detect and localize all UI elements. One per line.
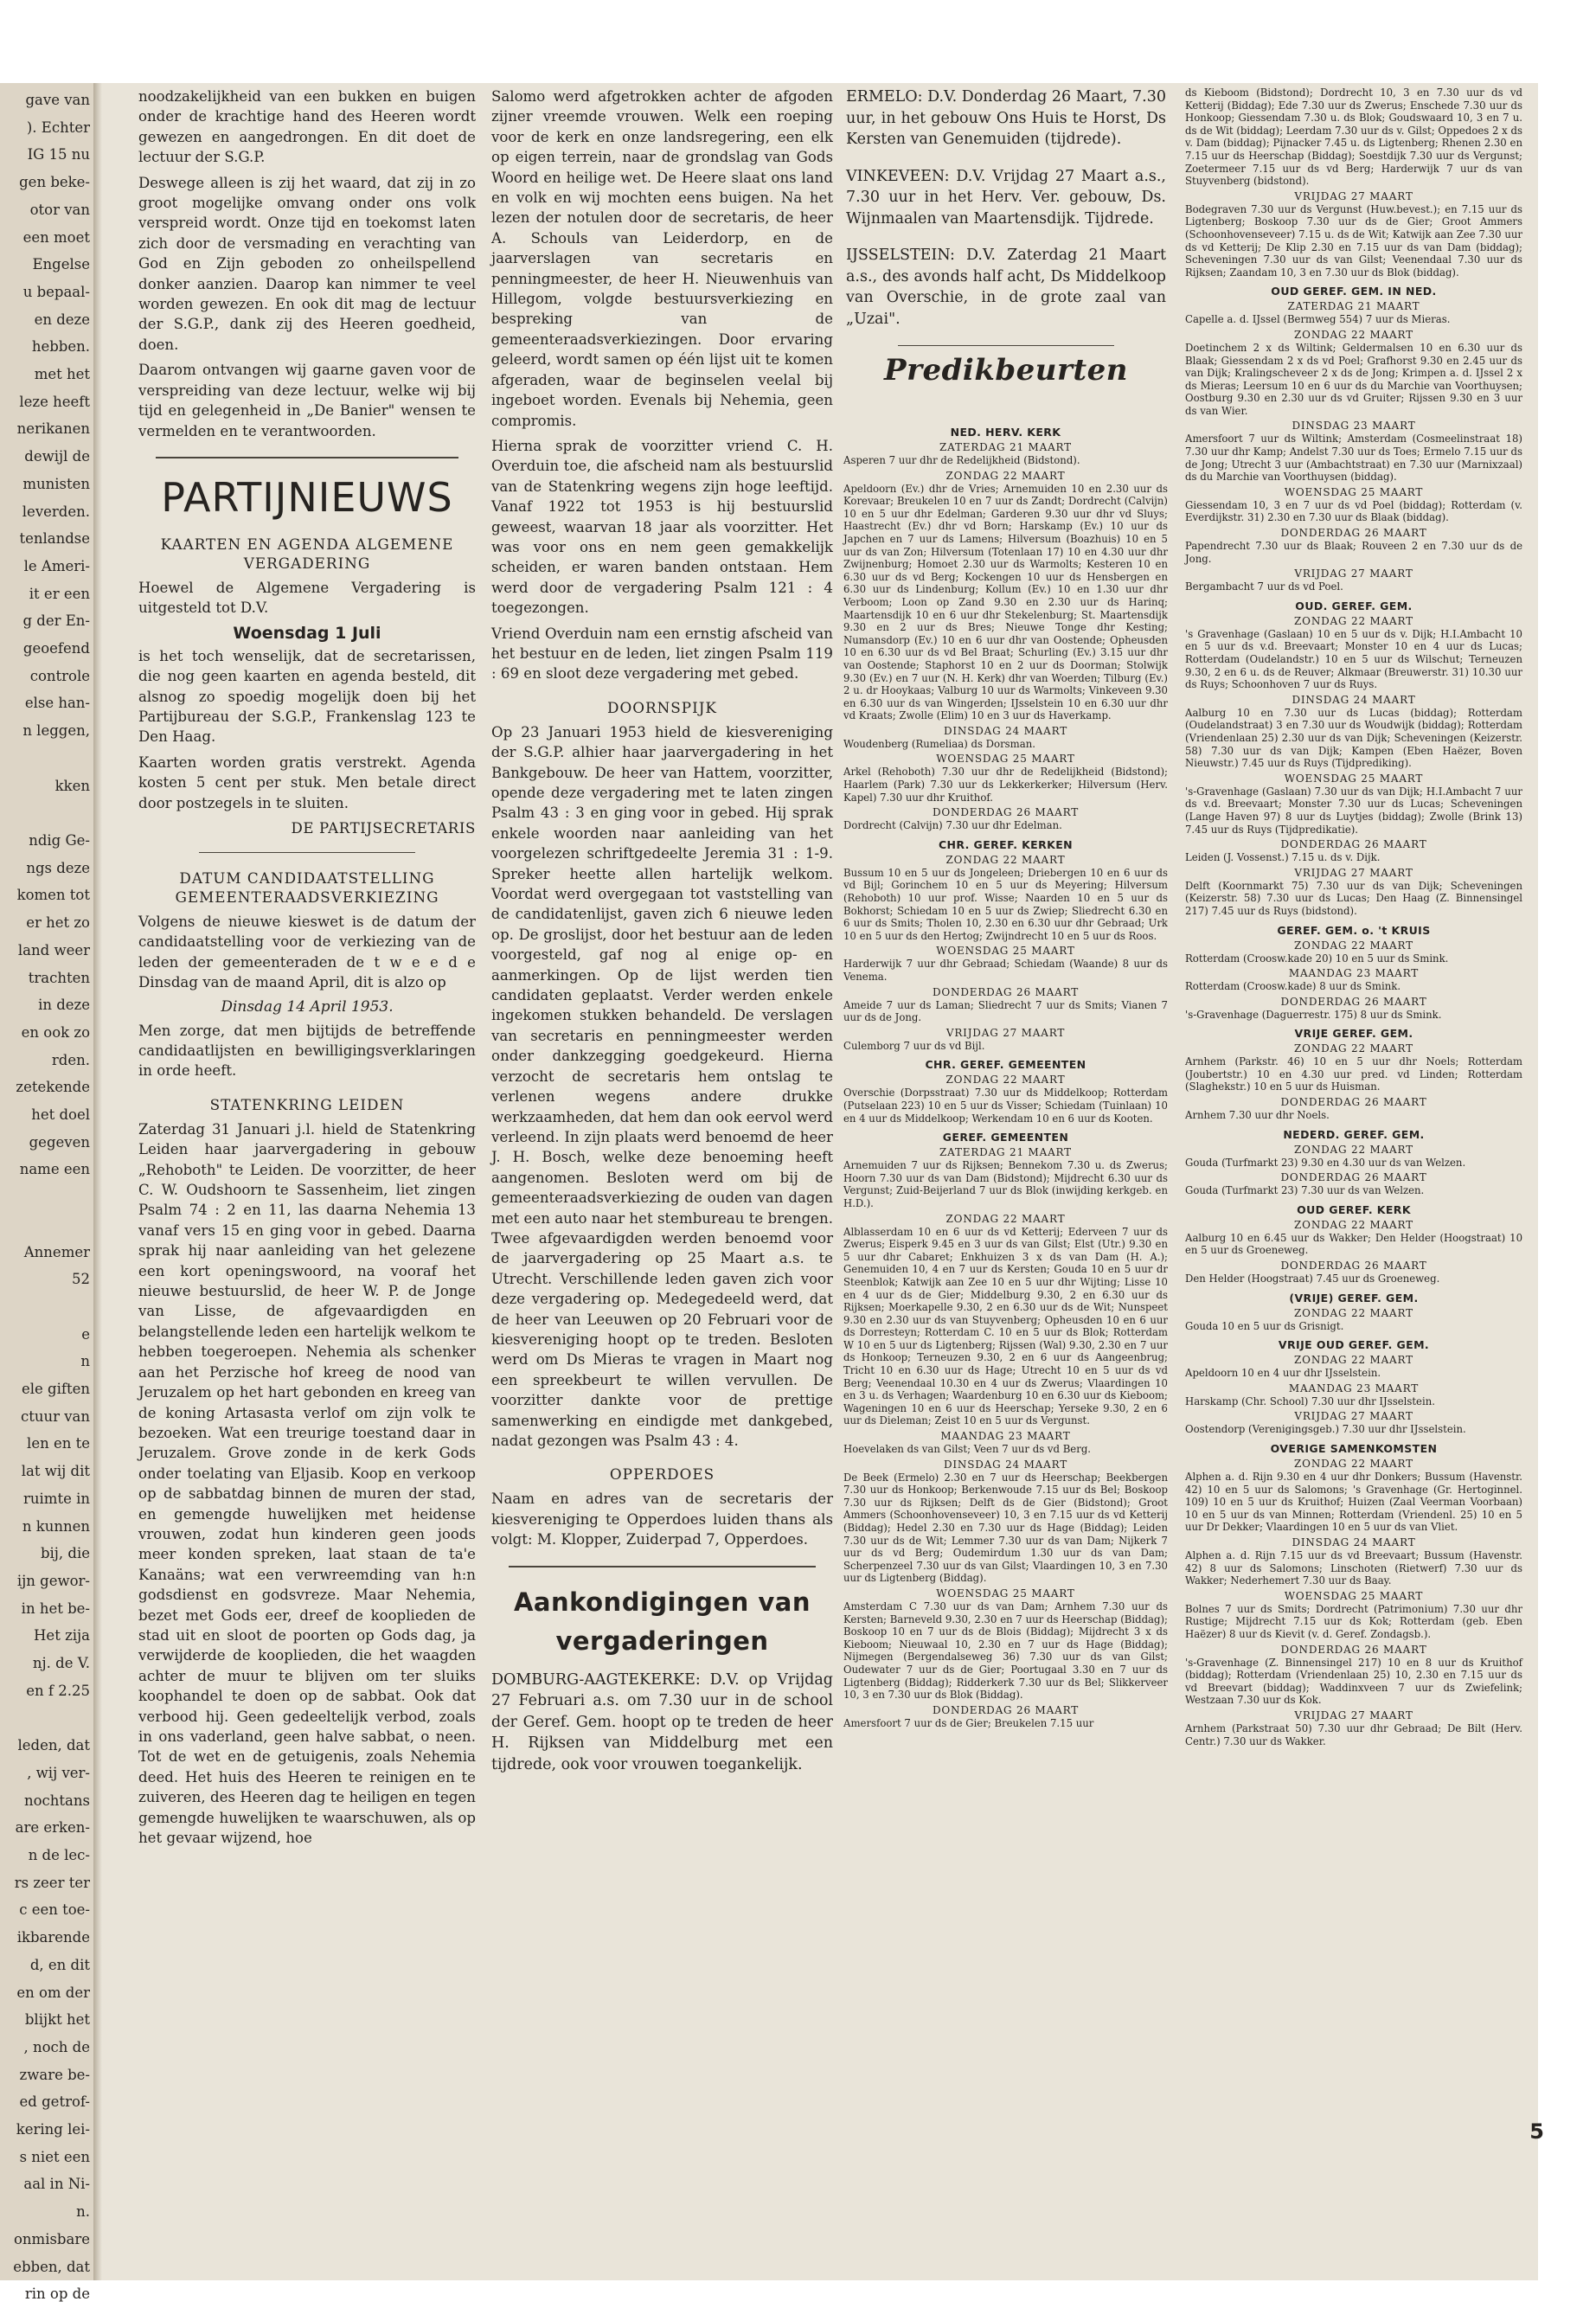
divider (199, 852, 415, 853)
edge-fragment: ). Echter (26, 119, 90, 136)
schedule-entry: Gouda 10 en 5 uur ds Grisnigt. (1185, 1319, 1344, 1332)
day-heading: DONDERDAG 26 MAART (1280, 527, 1427, 540)
edge-fragment: name een (19, 1161, 90, 1178)
schedule-entry: Giessendam 10, 3 en 7 uur ds vd Poel (biddag); Rotterdam (v. Everdijkstr. 31) 2.30 en 7.30 uur ds Blaak (biddag). (1185, 498, 1522, 524)
day-heading: DONDERDAG 26 MAART (1280, 838, 1427, 851)
edge-fragment: ed getrof- (19, 2093, 90, 2111)
church-section-heading: GEREF. GEMEENTEN (942, 1131, 1069, 1144)
doornspijk-text: Op 23 Januari 1953 hield de kiesvereniging der S.G.P. alhier haar jaarvergadering in het Bankgebouw. De heer van Hattem, voorzitter, opende deze vergadering met te laten zingen Psalm 43 : 3 en ging voor in gebed. Hij sprak enkele woorden naar aanleiding van het voorgelezen schriftgedeelte Jeremia 31 : 1-9. Spreker heette allen hartelijk welkom. Voordat werd overgegaan tot vaststelling van de candidatenlijst, gaven zich 6 nieuwe leden op. De groslijst, door het bestuur aan de leden voorgesteld, gaf nog al enige op- en aanmerkingen. Op de lijst werden tien candidaten geplaatst. Verder werden enkele ingekomen stukken behandeld. De verslagen van secretaris en penningmeester werden onder dankzegging goedgekeurd. Hierna verzocht de secretaris hem ontslag te verlenen wegens andere drukke werkzaamheden, dat hem dan ook eervol werd verleend. In zijn plaats werd benoemd de heer J. H. Bosch, welke deze benoeming heeft aangenomen. Besloten werd om bij de gemeenteraadsverkiezing de ouden van dagen met een auto naar het stembureau te brengen. Twee afgevaardigden werden benoemd voor de jaarvergadering op 25 Maart a.s. te Utrecht. Verschillende leden gaven zich voor deze vergadering op. Medegedeeld werd, dat de heer van Leeuwen op 20 Februari voor de kiesvereniging hoopt op te treden. Besloten werd om Ds Mieras te vragen in Maart nog een spreekbeurt te willen vervullen. De voorzitter dankte voor de prettige samenwerking en eindigde met dankgebed, nadat gezongen was Psalm 43 : 4. (491, 723, 833, 1449)
day-heading: WOENSDAG 25 MAART (936, 945, 1075, 958)
kaarten-text: Kaarten worden gratis verstrekt. Agenda kosten 5 cent per stuk. Men betale direct door postzegels in te sluiten. (138, 753, 476, 811)
edge-fragment: g der En- (22, 612, 90, 630)
schedule-entry: Capelle a. d. IJssel (Bermweg 554) 7 uur ds Mieras. (1185, 313, 1451, 326)
edge-fragment: IG 15 nu (27, 146, 90, 163)
kaarten-date: Woensdag 1 Juli (233, 623, 381, 643)
page-fold (93, 83, 102, 2280)
schedule-entry: Harskamp (Chr. School) 7.30 uur dhr IJsselstein. (1185, 1394, 1435, 1407)
schedule-entry: Doetinchem 2 x ds Wiltink; Geldermalsen 10 en 6.30 uur ds Blaak; Giessendam 2 x ds vd Poel; Grafhorst 9.30 en 2.45 uur ds van Dijk; Kralingscheveer 2 x ds de Jong; Krimpen a. d. IJssel 2 x ds Mieras; Leersum 10 en 6 uur ds du Marchie van Voorthuysen; Oostburg 9.30 en 2.30 uur ds vd Gruiter; Rijssen 9.30 en 3 uur ds van Wier. (1185, 341, 1522, 417)
day-heading: ZONDAG 22 MAART (1294, 939, 1413, 952)
edge-fragment: ruimte in (23, 1490, 90, 1507)
edge-fragment: d, en dit (29, 1956, 90, 1973)
edge-fragment: , wij ver- (27, 1764, 90, 1781)
datum-text: Volgens de nieuwe kieswet is de datum der candidaatstelling voor de verkiezing van de leden der gemeenteraden de t w e e d e Dinsdag van de maand April, dit is alzo op (138, 913, 476, 991)
edge-fragment (0, 799, 90, 827)
divider (509, 1566, 816, 1568)
day-heading: WOENSDAG 25 MAART (1284, 1589, 1424, 1602)
edge-fragment: controle (29, 667, 90, 684)
edge-fragment: are erken- (15, 1819, 90, 1837)
day-heading: VRIJDAG 27 MAART (1294, 866, 1413, 879)
edge-fragment: rden. (51, 1051, 90, 1068)
edge-fragment: munisten (22, 475, 90, 492)
day-heading: WOENSDAG 25 MAART (1284, 485, 1424, 498)
edge-fragment (0, 1293, 90, 1321)
edge-fragment: met het (34, 366, 90, 383)
column-3-notices (846, 87, 1166, 396)
day-heading: ZONDAG 22 MAART (945, 469, 1066, 482)
left-page-fragments (0, 87, 90, 2303)
edge-fragment: hebben. (31, 338, 90, 356)
schedule-entry: Bolnes 7 uur ds Smits; Dordrecht (Patrimonium) 7.30 uur dhr Rustige; Mijdrecht 7.15 uur ds Kok; Rotterdam (geb. Eben Haëzer) 8 uur ds Kievit (v. d. Geref. Zondagsb.). (1185, 1602, 1522, 1640)
notice-item: IJSSELSTEIN: D.V. Zaterdag 21 Maart a.s., des avonds half acht, Ds Middelkoop van Overschie, in de grote zaal van „Uzai". (846, 247, 1166, 328)
edge-fragment: ngs deze (26, 859, 90, 876)
edge-fragment: ctuur van (20, 1407, 90, 1425)
schedule-entry: Bussum 10 en 5 uur ds Jongeleen; Driebergen 10 en 6 uur ds vd Bijl; Gorinchem 10 en 5 uur ds Meyering; Hilversum (Rehoboth) 10 uur prof. Wisse; Naarden 10 en 5 uur ds Bokhorst; Schiedam 10 en 5 uur ds Zwiep; Sliedrecht 6.30 en 6 uur ds Smits; Tholen 10, 2.30 en 6.30 uur dhr Gebraad; Urk 10 en 5 uur ds den Hertog; Zwijndrecht 10 en 5 uur ds Roos. (843, 866, 1168, 942)
edge-fragment: s niet een (19, 2148, 90, 2165)
edge-fragment: en deze (34, 311, 90, 328)
column-1 (138, 87, 476, 1853)
day-heading: DINSDAG 24 MAART (1292, 693, 1416, 706)
day-heading: ZONDAG 22 MAART (945, 1212, 1066, 1225)
day-heading: DONDERDAG 26 MAART (933, 985, 1079, 998)
edge-fragment: aal in Ni- (23, 2176, 90, 2193)
church-section-heading: VRIJE OUD GEREF. GEM. (1278, 1338, 1430, 1352)
edge-fragment: een moet (22, 228, 90, 246)
schedule-entry: Aalburg 10 en 7.30 uur ds Lucas (biddag); Rotterdam (Oudelandstraat) 3 en 7.30 uur ds Woudwijk (biddag); Rotterdam (Vriendenlaan 25) 2.30 uur ds van Dijk; Scheveningen (Keizerstr. 58) 7.30 uur ds van Dijk; Kampen (Eben Haëzer, Boven Nieuwstr.) 7.45 uur ds Ruys (Tijdprediking). (1185, 706, 1522, 770)
schedule-entry: Den Helder (Hoogstraat) 7.45 uur ds Groeneweg. (1185, 1273, 1440, 1285)
edge-fragment: en ook zo (21, 1023, 90, 1041)
day-heading: ZONDAG 22 MAART (945, 853, 1066, 866)
edge-fragment: in het be- (21, 1600, 90, 1617)
schedule-entry: Bodegraven 7.30 uur ds Vergunst (Huw.bevest.); en 7.15 uur ds Ligtenberg; Boskoop 7.30 uur ds de Gier; Groot Ammers (Schoonhovenseveer) 7.15 u. ds de Wit; Katwijk aan Zee 7.30 uur ds vd Ketterij; De Klip 2.30 en 7.15 uur ds van Dam (biddag); Scheveningen 7.30 uur ds van Gilst; Veenendaal 7.30 uur ds Rijksen; Zaandam 10, 3 en 7.30 uur ds Blok (biddag). (1185, 202, 1522, 279)
church-section-heading: NEDERD. GEREF. GEM. (1283, 1127, 1425, 1141)
aankondigingen-title: Aankondigingen van vergaderingen (513, 1587, 811, 1656)
edge-fragment: ele giften (21, 1381, 90, 1398)
schedule-entry: 's Gravenhage (Gaslaan) 10 en 5 uur ds v. Dijk; H.I.Ambacht 10 en 5 uur ds v.d. Breevaart; Monster 10 en 4 uur ds Lucas; Rotterdam (Oudelandstr.) 10 en 5 uur ds Wilschut; Terneuzen 9.30, 2 en 6 u. ds de Reuver; Alkmaar (Breuwerstr. 31) 10.30 uur ds Ruys; Schoonhoven 7 uur ds Ruys. (1185, 627, 1522, 691)
day-heading: ZATERDAG 21 MAART (939, 1146, 1072, 1159)
leiden-text-cont: Vriend Overduin nam een ernstig afscheid van het bestuur en de leden, liet zingen Psalm 119 : 69 en sloot deze vergadering met gebed. (491, 625, 833, 683)
day-heading: DONDERDAG 26 MAART (1280, 1260, 1427, 1273)
edge-fragment: otor van (29, 201, 90, 218)
schedule-entry: Amersfoort 7 uur ds Wiltink; Amsterdam (Cosmeelinstraat 18) 7.30 uur dhr Kamp; Andelst 7.30 uur ds Toes; Ermelo 7.15 uur ds de Jong; Utrecht 3 uur (Ambachtstraat) en 7.30 uur (Marnixzaal) ds du Marchie van Voorthuysen (biddag). (1185, 433, 1522, 484)
day-heading: DINSDAG 23 MAART (1292, 420, 1416, 433)
day-heading: VRIJDAG 27 MAART (1294, 567, 1413, 580)
edge-fragment: it er een (29, 585, 90, 602)
edge-fragment: dewijl de (24, 448, 90, 465)
schedule-entry: Oostendorp (Verenigingsgeb.) 7.30 uur dhr IJsselstein. (1185, 1423, 1466, 1436)
edge-fragment: nerikanen (16, 420, 90, 438)
day-heading: WOENSDAG 25 MAART (1284, 772, 1424, 785)
kaarten-heading: KAARTEN EN AGENDA ALGEMENE VERGADERING (160, 535, 454, 572)
column-5-schedule (1185, 87, 1522, 2189)
day-heading: ZONDAG 22 MAART (1294, 1458, 1413, 1470)
schedule-entry: Hoevelaken ds van Gilst; Veen 7 uur ds vd Berg. (843, 1443, 1092, 1456)
church-section-heading: OUD GEREF. GEM. IN NED. (1271, 285, 1437, 298)
edge-fragment: ijn gewor- (16, 1572, 90, 1589)
intro-paragraph: Deswege alleen is zij het waard, dat zij in zo groot mogelijke omvang onder ons volk verspreid wordt. Onze tijd en toekomst laten zich door de versmading en verachting van God en Zijn geboden zo onheilspellend donker aanzien. Daarop kan nimmer te veel worden gewezen. En ook dit mag de lectuur der S.G.P., dank zij des Heeren goedheid, doen. (138, 174, 476, 353)
day-heading: ZONDAG 22 MAART (1294, 328, 1413, 341)
day-heading: ZONDAG 22 MAART (945, 1074, 1066, 1087)
church-section-heading: CHR. GEREF. KERKEN (938, 837, 1074, 851)
schedule-entry: Amersfoort 7 uur ds de Gier; Breukelen 7.15 uur (843, 1716, 1094, 1729)
opperdoes-heading: OPPERDOES (609, 1465, 715, 1484)
church-section-heading: NED. HERV. KERK (950, 426, 1061, 439)
doornspijk-heading: DOORNSPIJK (607, 698, 717, 716)
schedule-entry: Arnemuiden 7 uur ds Rijksen; Bennekom 7.30 u. ds Zwerus; Hoorn 7.30 uur ds van Dam (Bidstond); Mijdrecht 6.30 uur ds Vergunst; Zuid-Beijerland 7 uur ds Blok (inwijding kerkgeb. en H.D.). (843, 1159, 1168, 1209)
day-heading: ZATERDAG 21 MAART (939, 441, 1072, 453)
edge-fragment: Engelse (32, 256, 90, 273)
schedule-entry: ds Kieboom (Bidstond); Dordrecht 10, 3 en 7.30 uur ds vd Ketterij (Biddag); Ede 7.30 uur ds Zwerus; Enschede 7.30 uur ds Honkoop; Giessendam 7.30 u. ds Blok; Goudswaard 10, 3 en 7 u. ds de Wit (biddag); Leerdam 7.30 uur ds v. Gilst; Oppedoes 2 x ds v. Dam (biddag); Pijnacker 7.45 u. ds Ligtenberg; Rhenen 2.30 en 7.15 uur ds Heerschap (Biddag); Soestdijk 7.30 uur ds Vergunst; Zoetermeer 7.15 uur ds vd Berg; Harderwijk 7 uur ds van Stuyvenberg (bidstond). (1185, 87, 1522, 188)
day-heading: ZONDAG 22 MAART (1294, 1306, 1413, 1319)
day-heading: ZONDAG 22 MAART (1294, 1042, 1413, 1055)
edge-fragment: kken (54, 777, 90, 794)
intro-paragraph: Daarom ontvangen wij gaarne gaven voor de verspreiding van deze lectuur, welke wij bij tijd en gelegenheid in „De Banier" wensen te vermelden en te verantwoorden. (138, 362, 476, 439)
schedule-entry: Apeldoorn (Ev.) dhr de Vries; Arnemuiden 10 en 2.30 uur ds Korevaar; Breukelen 10 en 7 uur ds Zandt; Dordrecht (Calvijn) 10 en 5 uur dhr Edelman; Garderen 9.30 uur dhr vd Sluys; Haastrecht (Ev.) dhr vd Born; Harskamp (Ev.) 10 uur ds Japchen en 7 uur ds Lamens; Hilversum (Boazhuis) 10 en 5 uur ds van Zon; Hilversum (Totenlaan 17) 10 en 4.30 uur dhr Zwijnenburg; Homoet 2.30 uur ds Warmolts; Kesteren 10 en 6.30 uur ds vd Berg; Kockengen 10 uur ds Hensbergen en 6.30 uur ds Lindenburg; Kollum (Ev.) 10 en 1.30 uur dhr Verboom; Loon op Zand 9.30 en 2.30 uur ds Harinq; Maartensdijk 10 en 6 uur dhr Stekelenburg; St. Maartensdijk 9.30 en 2 uur ds Bres; Nieuwe Tonge dhr Kesting; Numansdorp (Ev.) 10 en 6 uur dhr van Oostende; Opheusden 10 en 6.30 uur ds vd Bel Braat; Schurling (Ev.) 3.15 uur dhr van Oostende; Staphorst 10 en 2 uur ds Doorman; Stolwijk 9.30 (Ev.) en 7 uur (N. H. Kerk) dhr van Woerden; Tilburg (Ev.) 2 u. dr Hooykaas; Valburg 10 uur ds Warmolts; Vinkeveen 9.30 en 6.30 uur ds van Wingerden; IJsselstein 10 en 6.30 uur dhr vd Kraats; Zwolle (Elim) 10 en 3 uur ds Haverkamp. (843, 482, 1168, 722)
edge-fragment: n kunnen (22, 1517, 90, 1535)
schedule-entry: Ameide 7 uur ds Laman; Sliedrecht 7 uur ds Smits; Vianen 7 uur ds de Jong. (843, 998, 1168, 1024)
edge-fragment: land weer (17, 941, 90, 958)
day-heading: DINSDAG 24 MAART (943, 1458, 1068, 1471)
notice-item: VINKEVEEN: D.V. Vrijdag 27 Maart a.s., 7.30 uur in het Herv. Ver. gebouw, Ds. Wijnmaalen van Maartensdijk. Tijdrede. (846, 167, 1166, 228)
leiden-text: Zaterdag 31 Januari j.l. hield de Statenkring Leiden haar jaarvergadering in gebouw „Rehoboth" te Leiden. De voorzitter, de heer C. W. Oudshoorn te Sassenheim, liet zingen Psalm 74 : 2 en 11, las daarna Nehemia 13 vanaf vers 15 en ging voor in gebed. Daarna sprak hij naar aanleiding van het gelezene een kort openingswoord, na vooraf het nieuwe bestuurslid, de heer W. P. de Jonge van Lisse, de afgevaardigden en belangstellende leden een hartelijk welkom te hebben toegeroepen. Nehemia als schenker aan het Perzische hof kreeg de nood van Jeruzalem op het hart gebonden en kreeg van de koning Artasasta verlof om zijn volk te bezoeken. Wat een treurige toestand daar in Jeruzalem. Grove zonde in de kerk Gods onder toelating van Eljasib. Koop en verkoop op de sabbatdag binnen de muren der stad, en gemengde huwelijken met heidense vrouwen, zodat hun kinderen geen joods meer konden spreken, laat staan de ta'e Kanaäns; wat een verwreemding van h:n godsdienst en godsvreze. Maar Nehemia, bezet met Gods eer, dreef de kooplieden de stad uit en sloot de poorten op Gods dag, ja verwijderde de kooplieden, die het waagden achter de muur te blijven om ter sluiks koophandel te doen op de sabbat. Ook dat verbood hij. Geen gedeeltelijk verbod, zoals in ons vaderland, geen halve sabbat, o neen. Tot de wet en de getuigenis, zoals Nehemia deed. Het huis des Heeren te reinigen en te zuiveren, des Heeren dag te heiligen en tegen gemengde huwelijken te waarschuwen, als op het gevaar wijzend, hoe (138, 1120, 476, 1847)
edge-fragment: n leggen, (22, 722, 90, 740)
edge-fragment: c een toe- (19, 1901, 90, 1919)
day-heading: MAANDAG 23 MAART (940, 1430, 1071, 1443)
church-section-heading: OVERIGE SAMENKOMSTEN (1270, 1442, 1438, 1455)
schedule-entry: Gouda (Turfmarkt 23) 9.30 en 4.30 uur ds van Welzen. (1185, 1156, 1466, 1169)
schedule-entry: Overschie (Dorpsstraat) 7.30 uur ds Middelkoop; Rotterdam (Putselaan 223) 10 en 5 uur ds Visser; Schiedam (Tuinlaan) 10 en 4 uur ds Middelkoop; Werkendam 10 en 6 uur ds Kooten. (843, 1087, 1168, 1125)
schedule-entry: Woudenberg (Rumeliaa) ds Dorsman. (843, 737, 1035, 750)
edge-fragment: rin op de (24, 2286, 90, 2303)
intro-paragraph: noodzakelijkheid van een bukken en buigen onder de krachtige hand des Heeren wordt gewezen en aangedrongen. En dit doet de lectuur der S.G.P. (138, 88, 476, 166)
edge-fragment: gen beke- (19, 174, 90, 191)
kaarten-text: Hoewel de Algemene Vergadering is uitgesteld tot D.V. (138, 579, 476, 617)
edge-fragment (0, 1211, 90, 1239)
edge-fragment: n de lec- (28, 1847, 90, 1863)
schedule-entry: Alphen a. d. Rijn 9.30 en 4 uur dhr Donkers; Bussum (Havenstr. 42) 10 en 5 uur ds Salomons; 's Gravenhage (Gr. Hertoginnel. 109) 10 en 5 uur ds Kruithof; Huizen (Zaal Veerman Voorbaan) 10 en 5 uur ds van Minnen; Rotterdam (Vriendenl. 25) 10 en 5 uur Dr Dekker; Vlaardingen 10 en 5 uur ds van Vliet. (1185, 1471, 1522, 1534)
datum-heading: DATUM CANDIDAATSTELLING GEMEENTERAADSVERKIEZING (175, 869, 439, 906)
edge-fragment: komen tot (16, 887, 90, 904)
church-section-heading: (VRIJE) GEREF. GEM. (1289, 1291, 1419, 1305)
schedule-entry: Arnhem 7.30 uur dhr Noels. (1185, 1109, 1330, 1122)
schedule-entry: Gouda (Turfmarkt 23) 7.30 uur ds van Welzen. (1185, 1184, 1425, 1197)
church-section-heading: CHR. GEREF. GEMEENTEN (925, 1058, 1086, 1072)
day-heading: ZATERDAG 21 MAART (1287, 300, 1420, 313)
day-heading: DONDERDAG 26 MAART (1280, 1643, 1427, 1656)
edge-fragment: en om der (16, 1984, 90, 2001)
schedule-entry: Papendrecht 7.30 uur ds Blaak; Rouveen 2 en 7.30 uur ds de Jong. (1185, 540, 1522, 565)
notice-domburg: DOMBURG-AAGTEKERKE: D.V. op Vrijdag 27 Februari a.s. om 7.30 uur in de school der Geref. Gem. hoopt op te treden de heer H. Rijksen van Middelburg met een tijdrede, ook voor vrouwen toegankelijk. (491, 1670, 833, 1773)
schedule-entry: Leiden (J. Vossenst.) 7.15 u. ds v. Dijk. (1185, 851, 1381, 864)
schedule-entry: Harderwijk 7 uur dhr Gebraad; Schiedam (Waande) 8 uur ds Venema. (843, 958, 1168, 983)
schedule-entry: Alblasserdam 10 en 6 uur ds vd Ketterij; Ederveen 7 uur ds Zwerus; Eisperk 9.45 en 3 uur ds van Gilst; Elst (Utr.) 9.30 en 5 uur dhr Cabaret; Enkhuizen 3 x ds van Dam (H. A.); Genemuiden 10, 4 en 7 uur ds Kersten; Gouda 10 en 5 uur dr Steenblok; Katwijk aan Zee 10 en 5 uur dhr Wijting; Lisse 10 en 4 uur ds de Gier; Middelburg 9.30, 2 en 6.30 uur ds Rijksen; Moerkapelle 9.30, 2 en 6.30 uur ds de Wit; Nunspeet 9.30 en 2.30 uur ds van Stuyvenberg; Opheusden 10 en 6 uur ds Dorresteyn; Rotterdam C. 10 en 5 uur ds Blok; Rotterdam W 10 en 5 uur ds Ligtenberg; Rijssen (Wal) 9.30, 2.30 en 7 uur ds Honkoop; Terneuzen 9.30, 2 en 6 uur ds Aangeenbrug; Tricht 10 en 6.30 uur ds Hage; Utrecht 10 en 5 uur ds vd Berg; Veenendaal 10.30 en 4 uur ds Zwerus; Vlaardingen 10 en 3 u. ds Verhagen; Waardenburg 10 en 6.30 uur ds Kieboom; Wageningen 10 en 6 uur ds Heerschap; Yerseke 9.30, 2 en 6 uur ds Dieleman; Zeist 10 en 5 uur ds Vergunst. (843, 1225, 1168, 1427)
edge-fragment (0, 1704, 90, 1732)
day-heading: MAANDAG 23 MAART (1288, 967, 1420, 980)
schedule-entry: Rotterdam (Croosw.kade) 8 uur ds Smink. (1185, 980, 1401, 993)
day-heading: DINSDAG 24 MAART (1292, 1535, 1416, 1548)
signature: DE PARTIJSECRETARIS (291, 819, 476, 837)
edge-fragment: in deze (38, 997, 90, 1014)
edge-fragment: leden, dat (17, 1737, 90, 1754)
edge-fragment: er het zo (26, 914, 90, 932)
column-4-schedule (843, 420, 1168, 2184)
section-title-partijnieuws: PARTIJNIEUWS (161, 473, 453, 521)
schedule-entry: Arnhem (Parkstr. 46) 10 en 5 uur dhr Noels; Rotterdam (Joubertstr.) 10 en 4.30 uur pred. vd Linden; Rotterdam (Slaghekstr.) 10 en 5 uur ds Huisman. (1185, 1055, 1522, 1093)
edge-fragment: rs zeer ter (14, 1874, 90, 1891)
schedule-entry: Asperen 7 uur dhr de Redelijkheid (Bidstond). (843, 454, 1080, 466)
schedule-entry: Apeldoorn 10 en 4 uur dhr IJsselstein. (1185, 1367, 1381, 1380)
page-number: 5 (1529, 2119, 1544, 2144)
edge-fragment: zware be- (19, 2066, 90, 2083)
edge-fragment: gave van (25, 92, 90, 108)
day-heading: DONDERDAG 26 MAART (1280, 995, 1427, 1008)
datum-date: Dinsdag 14 April 1953. (221, 997, 394, 1016)
edge-fragment: len en te (27, 1435, 90, 1452)
schedule-entry: De Beek (Ermelo) 2.30 en 7 uur ds Heerschap; Beekbergen 7.30 uur ds Honkoop; Berkenwoude 7.15 uur ds Bel; Boskoop 7.30 uur ds Rijksen; Delft ds de Gier (Bidstond); Groot Ammers (Schoonhovenseveer) 10, 3 en 7.15 uur ds vd Ketterij (Biddag); Hedel 2.30 en 7.30 uur ds Hage (Biddag); Leiden 7.30 uur ds de Wit; Lemmer 7.30 uur ds van Dam; Nijkerk 7 uur ds vd Berg; Oudemirdum 1.30 uur ds van Dam; Scherpenzeel 7.30 uur ds van Gilst; Vlaardingen 10, 3 en 7.30 uur ds Ligtenberg (Biddag). (843, 1471, 1168, 1585)
day-heading: DONDERDAG 26 MAART (1280, 1171, 1427, 1184)
edge-fragment: zetekende (16, 1079, 90, 1096)
edge-fragment: ebben, dat (13, 2258, 90, 2275)
church-section-heading: GEREF. GEM. o. 't KRUIS (1277, 923, 1431, 937)
edge-fragment (0, 1183, 90, 1211)
edge-fragment: le Ameri- (23, 557, 90, 574)
day-heading: VRIJDAG 27 MAART (945, 1026, 1066, 1039)
edge-fragment: n (80, 1353, 90, 1370)
edge-fragment: Annemer (23, 1243, 90, 1260)
opperdoes-text: Naam en adres van de secretaris der kiesvereniging te Opperdoes luiden thans als volgt: M. Klopper, Zuiderpad 7, Opperdoes. (491, 1491, 833, 1548)
schedule-entry: Arkel (Rehoboth) 7.30 uur dhr de Redelijkheid (Bidstond); Haarlem (Park) 7.30 uur ds Lekkerkerker; Hilversum (Herv. Kapel) 7.30 uur dhr Kruithof. (843, 766, 1168, 804)
divider (156, 457, 458, 458)
edge-fragment: u bepaal- (22, 283, 90, 300)
day-heading: ZONDAG 22 MAART (1294, 1354, 1413, 1367)
edge-fragment: geoefend (22, 640, 90, 657)
schedule-entry: 's-Gravenhage (Daguerrestr. 175) 8 uur ds Smink. (1185, 1008, 1442, 1021)
schedule-entry: 's-Gravenhage (Z. Binnensingel 217) 10 en 8 uur ds Kruithof (biddag); Rotterdam (Vriendenlaan 25) 10, 2.30 en 7.15 uur ds vd Breevart (biddag); Waddinxveen 7 uur ds Zwiefelink; Westzaan 7.30 uur ds Kok. (1185, 1656, 1522, 1707)
day-heading: VRIJDAG 27 MAART (1294, 1410, 1413, 1423)
leiden-text-cont: Salomo werd afgetrokken achter de afgoden zijner vreemde vrouwen. Welk een roeping voor de kerk en onze landsregering, een elk op eigen terrein, naar de grondslag van Gods Woord en heilige wet. De Heere slaat ons land en volk en wij mochten eens buigen. Na het lezen der notulen door de secretaris, de heer A. Schouls van Leiderdorp, en de jaarverslagen van secretaris en penningmeester, de heer H. Nieuwenhuis van Hillegom, volgde bestuursverkiezing en bespreking van de gemeenteraadsverkiezingen. Door ervaring geleerd, wordt samen op één lijst uit te komen afgeraden, waar de beginselen veelal bij ingeboet worden. Evenals bij Nehemia, geen compromis. (491, 88, 833, 429)
edge-fragment: ndig Ge- (29, 831, 90, 849)
edge-fragment: , noch de (23, 2038, 90, 2055)
edge-fragment: tenlandse (19, 530, 90, 548)
edge-fragment (0, 745, 90, 773)
schedule-entry: Bergambacht 7 uur ds vd Poel. (1185, 580, 1343, 593)
schedule-entry: Delft (Koornmarkt 75) 7.30 uur ds van Dijk; Scheveningen (Keizerstr. 58) 7.30 uur ds Lucas; Den Haag (Z. Binnensingel 217) 7.45 uur ds Ruys (bidstond). (1185, 879, 1522, 917)
edge-fragment: gegeven (29, 1133, 90, 1151)
edge-fragment: Het zija (34, 1627, 90, 1644)
schedule-entry: Aalburg 10 en 6.45 uur ds Wakker; Den Helder (Hoogstraat) 10 en 5 uur ds Groeneweg. (1185, 1231, 1522, 1257)
church-section-heading: OUD GEREF. KERK (1297, 1202, 1411, 1216)
edge-fragment: bij, die (40, 1545, 90, 1562)
edge-fragment: 52 (72, 1271, 90, 1288)
edge-fragment: ikbarende (16, 1929, 90, 1946)
day-heading: DONDERDAG 26 MAART (933, 1703, 1079, 1716)
day-heading: VRIJDAG 27 MAART (1294, 189, 1413, 202)
day-heading: ZONDAG 22 MAART (1294, 614, 1413, 627)
predikbeurten-title: Predikbeurten (884, 353, 1128, 388)
datum-text: Men zorge, dat men bijtijds de betreffende candidaatlijsten en bewilligingsverklaringen in orde heeft. (138, 1022, 476, 1080)
day-heading: DINSDAG 24 MAART (943, 724, 1068, 737)
edge-fragment: en f 2.25 (26, 1682, 90, 1699)
day-heading: WOENSDAG 25 MAART (936, 1587, 1075, 1600)
edge-fragment: blijkt het (24, 2011, 90, 2029)
schedule-entry: Rotterdam (Croosw.kade 20) 10 en 5 uur ds Smink. (1185, 952, 1449, 965)
edge-fragment: nochtans (24, 1792, 90, 1809)
edge-fragment: onmisbare (13, 2230, 90, 2247)
column-2 (491, 87, 833, 1791)
edge-fragment: nj. de V. (32, 1655, 90, 1672)
church-section-heading: VRIJE GEREF. GEM. (1294, 1027, 1413, 1041)
leiden-text-cont: Hierna sprak de voorzitter vriend C. H. Overduin toe, die afscheid nam als bestuurslid van de Statenkring wegens zijn hoge leeftijd. Vanaf 1922 tot 1953 is hij bestuurslid geweest, waarvan 18 jaar als voorzitter. Het was voor ons en nem geen gemakkelijk scheiden, er waren banden ontstaan. Hem werd door de vergadering Psalm 121 : 4 toegezongen. (491, 437, 833, 617)
church-section-heading: OUD. GEREF. GEM. (1295, 599, 1413, 612)
leiden-heading: STATENKRING LEIDEN (209, 1095, 405, 1113)
edge-fragment: kering lei- (16, 2121, 90, 2138)
schedule-entry: Amsterdam C 7.30 uur ds van Dam; Arnhem 7.30 uur ds Kersten; Barneveld 9.30, 2.30 en 7 uur ds Heerschap (Biddag); Boskoop 10 en 7 uur ds de Blois (Biddag); Mijdrecht 3 x ds Kieboom; Nieuwaal 10, 2.30 en 7 uur ds Hage (Biddag); Nijmegen (Bergendalseweg 36) 7.30 uur ds van Gilst; Oudewater 7 uur ds de Gier; Poortugaal 3.30 en 7 uur ds Ligtenberg (Biddag); Ridderkerk 7.30 uur ds Bel; Slikkerveer 10, 3 en 7.30 uur ds Blok (Biddag). (843, 1600, 1168, 1702)
day-heading: WOENSDAG 25 MAART (936, 753, 1075, 766)
edge-fragment: e (81, 1325, 90, 1343)
edge-fragment: trachten (28, 969, 90, 986)
day-heading: ZONDAG 22 MAART (1294, 1218, 1413, 1231)
schedule-entry: Alphen a. d. Rijn 7.15 uur ds vd Breevaart; Bussum (Havenstr. 42) 8 uur ds Salomons; Linschoten (Rietwerf) 7.30 uur ds Wakker; Nederhemert 7.30 uur ds Baay. (1185, 1548, 1522, 1587)
edge-fragment: n. (76, 2203, 90, 2221)
day-heading: ZONDAG 22 MAART (1294, 1143, 1413, 1156)
day-heading: DONDERDAG 26 MAART (933, 806, 1079, 819)
edge-fragment: leze heeft (19, 393, 90, 410)
day-heading: DONDERDAG 26 MAART (1280, 1096, 1427, 1109)
divider (898, 345, 1114, 346)
edge-fragment: leverden. (22, 503, 90, 520)
edge-fragment: het doel (31, 1106, 90, 1124)
edge-fragment: else han- (24, 695, 90, 712)
schedule-entry: Dordrecht (Calvijn) 7.30 uur dhr Edelman. (843, 819, 1062, 832)
schedule-entry: Culemborg 7 uur ds vd Bijl. (843, 1039, 985, 1052)
edge-fragment: lat wij dit (21, 1463, 90, 1480)
day-heading: MAANDAG 23 MAART (1288, 1382, 1420, 1394)
day-heading: VRIJDAG 27 MAART (1294, 1709, 1413, 1721)
kaarten-text: is het toch wenselijk, dat de secretarissen, die nog geen kaarten en agenda besteld, dit alsnog zo spoedig mogelijk doen bij het Partijbureau der S.G.P., Frankenslag 123 te Den Haag. (138, 647, 476, 746)
schedule-entry: 's-Gravenhage (Gaslaan) 7.30 uur ds van Dijk; H.I.Ambacht 7 uur ds v.d. Breevaart; Monster 7.30 uur ds Lucas; Scheveningen (Lange Haven 97) 8 uur ds Luytjes (biddag); Zwolle (Brink 13) 7.45 uur ds Ruys (Tijdpredikatie). (1185, 785, 1522, 836)
schedule-entry: Arnhem (Parkstraat 50) 7.30 uur dhr Gebraad; De Bilt (Herv. Centr.) 7.30 uur ds Wakker. (1185, 1721, 1522, 1747)
notice-item: ERMELO: D.V. Donderdag 26 Maart, 7.30 uur, in het gebouw Ons Huis te Horst, Ds Kersten van Genemuiden (tijdrede). (846, 88, 1167, 148)
